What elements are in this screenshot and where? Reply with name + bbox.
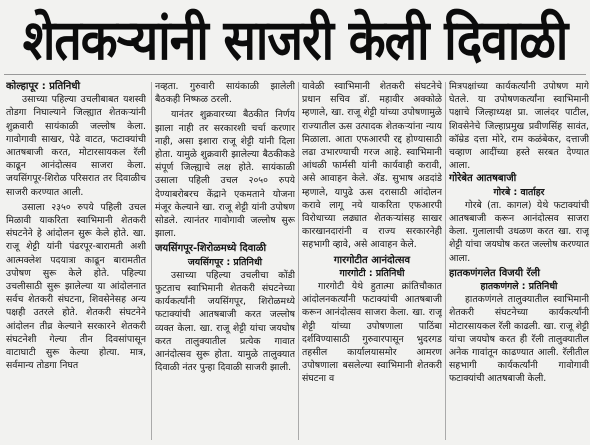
paragraph: उसाच्या पहिल्या उचलीबाबत यशस्वी तोडगा निघाल्याने जिल्ह्यात शेतकऱ्यांनी शुक्रवारी सायंकाळी जल्लोष केला. गावोगावी साखर, पेढे वाटत, फटाक्यांची आतषबाजी करत, मोटारसायकल रॅली काढून आनंदोत्सव साजरा केला. जयसिंगपूर-शिरोळ परिसरात तर दिवाळीच साजरी करण्यात आली. [6, 94, 146, 198]
paragraph: मित्रपक्षांच्या कार्यकर्त्यांनी उपोषण मागे घेतले. या उपोषणकर्त्यांना स्वाभिमानी पक्षाचे जिल्हाध्यक्ष प्रा. जालंदर पाटील, शिवसेनेचे जिल्हाप्रमुख प्रवीणसिंह सावंत, कॉम्रेड दत्ता मोरे, राम कळंबेकर, दत्ताजी चव्हाण आदींच्या हस्ते सरबत देण्यात आला. [449, 81, 589, 172]
dateline: कोल्हापूर : प्रतिनिधी [6, 81, 81, 92]
byline: गोरबे : वार्ताहर [493, 186, 545, 198]
subheading: गोरेबेत आतषबाजी [449, 173, 517, 185]
article-column-4 [449, 80, 589, 442]
column-divider [151, 82, 152, 440]
article-column-2 [155, 80, 295, 442]
article-column-1 [6, 80, 146, 442]
byline: गारगोटी : प्रतिनिधी [339, 267, 405, 279]
paragraph: हातकणंगले तालुक्यातील स्वाभिमानी शेतकरी संघटनेच्या कार्यकर्त्यांनी मोटारसायकल रॅली काढली. खा. राजू शेट्टी यांचा जयघोष करत ही रॅली तालुक्यातील अनेक गावांतून काढण्यात आली. रॅलीतील सहभागी कार्यकर्त्यांनी गावोगावी फटाक्यांची आतषबाजी केली. [449, 294, 589, 385]
subheading: गारगोटीत आनंदोत्सव [333, 254, 411, 266]
paragraph: यानंतर शुक्रवारच्या बैठकीत निर्णय झाला नाही तर सरकारशी चर्चा करणार नाही, असा इशारा राजू शेट्टी यांनी दिला होता. यामुळे शुक्रवारी झालेल्या बैठकीकडे संपूर्ण जिल्ह्याचे लक्ष होते. सायंकाळी उसाला पहिली उचल २०५० रुपये देण्याबरोबरच केंद्राने एकमताने योजना मंजूर केल्याने खा. राजू शेट्टी यांनी उपोषण सोडले. त्यानंतर गावोगावी जल्लोष सुरू झाला. [155, 109, 295, 240]
paragraph: नव्हता. गुरुवारी सायंकाळी झालेली बैठकही निष्फळ ठरली. [155, 81, 295, 106]
byline: हातकणंगले : प्रतिनिधी [480, 281, 558, 293]
column-divider [445, 82, 446, 440]
article-column-3 [302, 80, 442, 442]
paragraph: उसाच्या पहिल्या उचलीचा कोंडी फुटताच स्वाभिमानी शेतकरी संघटनेच्या कार्यकर्त्यांनी जयसिंगपूर, शिरोळमध्ये फटाक्यांची आतषबाजी करत जल्लोष व्यक्त केला. खा. राजू शेट्टी यांचा जयघोष करत तालुक्यातील प्रत्येक गावात आनंदोत्सव सुरू होता. यामुळे तालुक्यात दिवाळी नंतर पुन्हा दिवाळी साजरी झाली. [155, 269, 295, 374]
subheading: हातकणंगलेत विजयी रॅली [449, 267, 541, 279]
byline: जयसिंगपूर : प्रतिनिधी [187, 256, 263, 268]
column-divider [298, 82, 299, 440]
headline-rule [4, 74, 586, 75]
paragraph: गोरबे (ता. कागल) येथे फटाक्यांची आतषबाजी करून आनंदोत्सव साजरा केला. गुलालाची उधळण करत खा. राजू शेट्टी यांचा जयघोष करत जल्लोष करण्यात आला. [449, 199, 589, 264]
paragraph: उसाला २३५० रुपये पहिली उचल मिळावी याकरिता स्वाभिमानी शेतकरी संघटनेने हे आंदोलन सुरू केले होते. खा. राजू शेट्टी यांनी पंढरपूर-बारामती अशी आत्मक्लेश पदयात्रा काढून बारामतीत उपोषण सुरू केले होते. पहिल्या उचलीसाठी सुरू झालेल्या या आंदोलनात सर्वच शेतकरी संघटना, शिवसेनेसह अन्य पक्षही उतरले होते. शेतकरी संघटनेने आंदोलन तीव्र केल्याने सरकारने शेतकरी संघटनेशी गेल्या तीन दिवसांपासून वाटाघाटी सुरू केल्या होत्या. मात्र, सर्वमान्य तोडगा निघत [6, 201, 146, 372]
subheading: जयसिंगपूर-शिरोळमध्ये दिवाळी [155, 243, 267, 255]
paragraph: यावेळी स्वाभिमानी शेतकरी संघटनेचे प्रधान सचिव डॉ. महावीर अक्कोळे म्हणाले, खा. राजू शेट्टी यांच्या उपोषणामुळे राज्यातील ऊस उत्पादक शेतकऱ्यांना न्याय मिळाला. आता एफआरपी रद्द होण्यासाठी लढा उभारण्याची गरज आहे. स्वाभिमानी आंधळी फार्मसी यांनी कार्यवाही करावी, असे आवाहन केले. ॲड. सुभाष अडदांडे म्हणाले, यापुढे ऊस दरासाठी आंदोलन करावे लागू नये याकरिता एफआरपी विरोधाच्या लढ्यात शेतकऱ्यांसह साखर कारखानदारांनी व राज्य सरकारनेही सहभागी व्हावे, असे आवाहन केले. [302, 81, 442, 251]
headline: शेतकऱ्यांनी साजरी केली दिवाळी [22, 8, 568, 73]
paragraph: गारगोटी येथे हुतात्मा क्रांतिचौकात आंदोलनकर्त्यांनी फटाक्यांची आतषबाजी करून आनंदोत्सव साजरा केला. खा. राजू शेट्टी यांच्या उपोषणाला पाठिंबा दर्शविण्यासाठी गुरुवारपासून भुदरगड तहसील कार्यालयासमोर आमरण उपोषणाला बसलेल्या स्वाभिमानी शेतकरी संघटना व [302, 281, 442, 385]
